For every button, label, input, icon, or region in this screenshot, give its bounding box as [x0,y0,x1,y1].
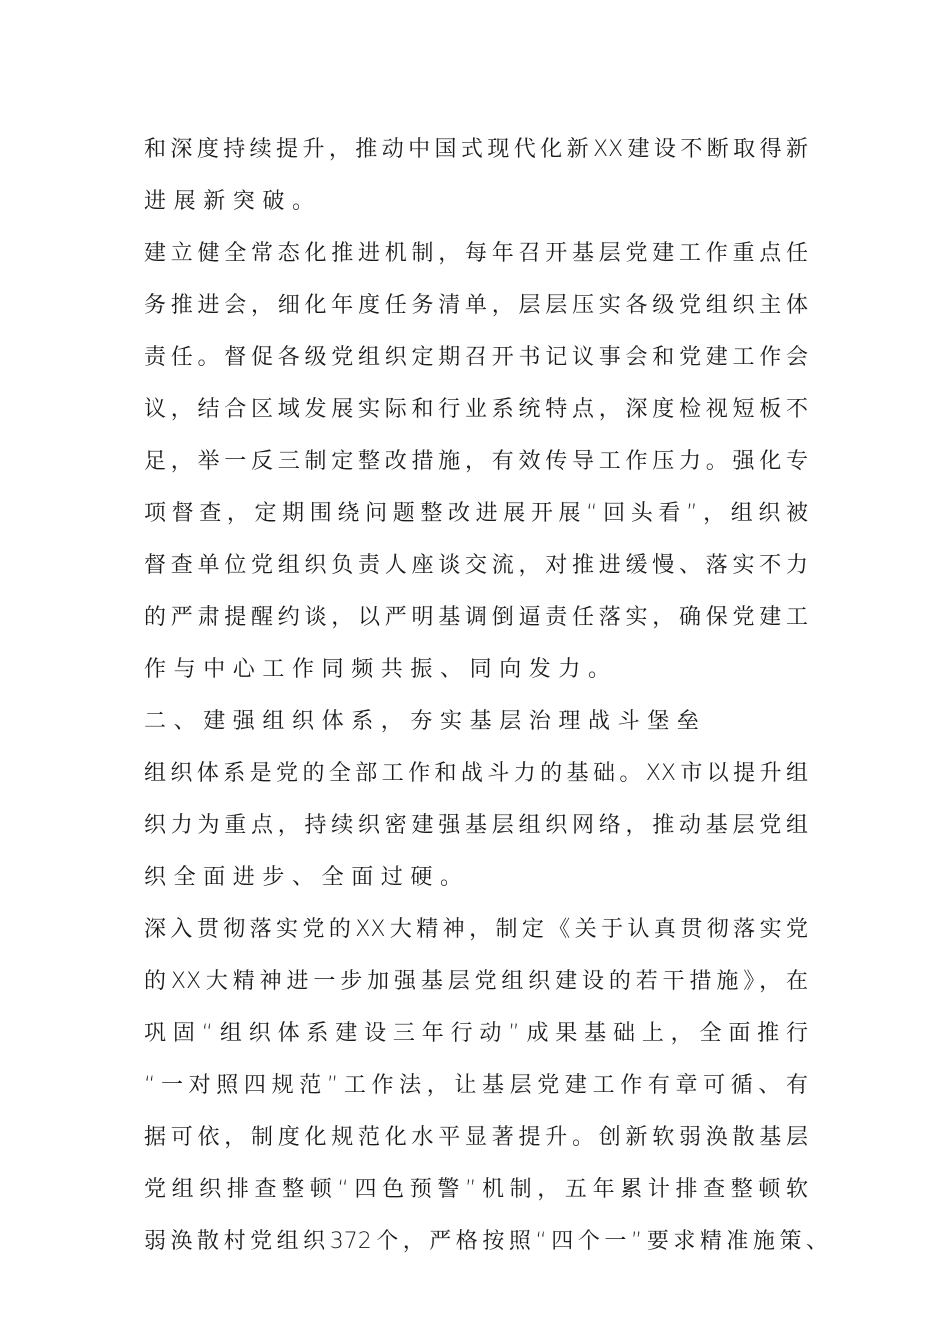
paragraph-line: 作与中心工作同频共振、同向发力。 [144,657,618,682]
paragraph-line: 织全面进步、全面过硬。 [144,865,470,890]
paragraph-line: 和深度持续提升，推动中国式现代化新XX建设不断取得新 [144,137,808,162]
paragraph-line: 深入贯彻落实党的XX大精神，制定《关于认真贯彻落实党 [144,917,808,942]
paragraph-line: 组织体系是党的全部工作和战斗力的基础。XX市以提升组 [144,761,808,786]
paragraph-line: 责任。督促各级党组织定期召开书记议事会和党建工作会 [144,345,808,370]
paragraph-line: 务推进会，细化年度任务清单，层层压实各级党组织主体 [144,293,808,318]
paragraph-line: 议，结合区域发展实际和行业系统特点，深度检视短板不 [144,397,808,422]
paragraph-line: 进展新突破。 [144,189,322,214]
paragraph-line: 据可依，制度化规范化水平显著提升。创新软弱涣散基层 [144,1125,808,1150]
paragraph-line: 巩固“组织体系建设三年行动”成果基础上，全面推行 [144,1021,808,1046]
paragraph-line: 项督查，定期围绕问题整改进展开展“回头看”，组织被 [144,501,808,526]
paragraph-line: 的严肃提醒约谈，以严明基调倒逼责任落实，确保党建工 [144,605,808,630]
paragraph-line: “一对照四规范”工作法，让基层党建工作有章可循、有 [144,1073,808,1098]
section-heading: 二、建强组织体系，夯实基层治理战斗堡垒 [144,709,707,734]
paragraph-line: 弱涣散村党组织372个，严格按照“四个一”要求精准施策、 [144,1229,828,1254]
paragraph-line: 的XX大精神进一步加强基层党组织建设的若干措施》，在 [144,969,808,994]
paragraph-line: 足，举一反三制定整改措施，有效传导工作压力。强化专 [144,449,808,474]
paragraph-line: 党组织排查整顿“四色预警”机制，五年累计排查整顿软 [144,1177,808,1202]
paragraph-line: 织力为重点，持续织密建强基层组织网络，推动基层党组 [144,813,808,838]
paragraph-line: 督查单位党组织负责人座谈交流，对推进缓慢、落实不力 [144,553,808,578]
paragraph-line: 建立健全常态化推进机制，每年召开基层党建工作重点任 [144,241,808,266]
document-page [144,128,828,1272]
